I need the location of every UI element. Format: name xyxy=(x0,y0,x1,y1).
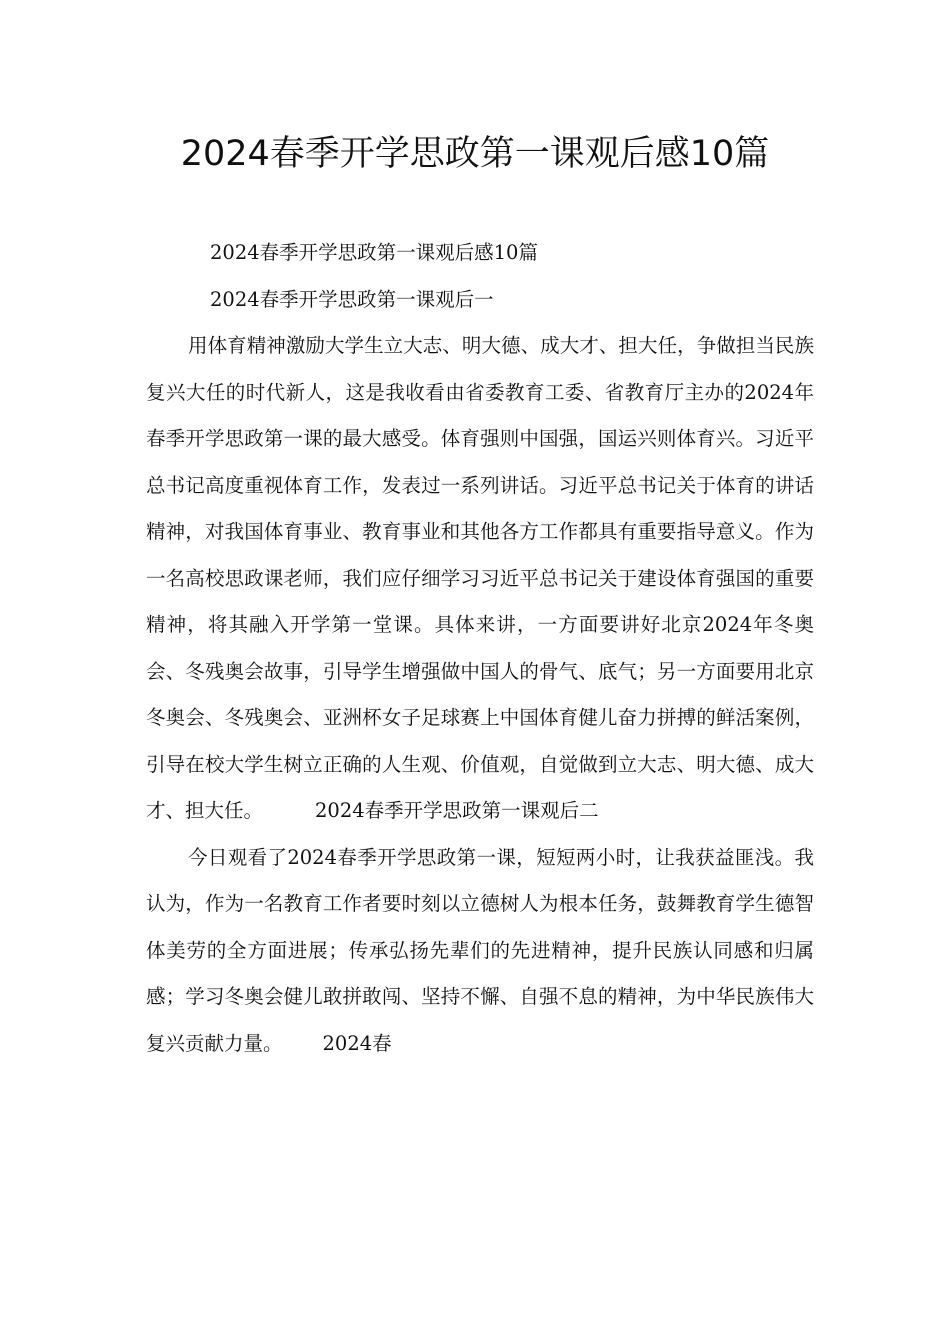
paragraph-1 xyxy=(146,323,814,835)
paragraph-1-text: 用体育精神激励大学生立大志、明大德、成大才、担大任，争做担当民族复兴大任的时代新人，这是我收看由省委教育工委、省教育厅主办的2024年春季开学思政第一课的最大感受。体育强则中国强，国运兴则体育兴。习近平总书记高度重视体育工作，发表过一系列讲话。习近平总书记关于体育的讲话精神，对我国体育事业、教育事业和其他各方工作都具有重要指导意义。作为一名高校思政课老师，我们应仔细学习习近平总书记关于建设体育强国的重要精神，将其融入开学第一堂课。具体来讲，一方面要讲好北京2024年冬奥会、冬残奥会故事，引导学生增强做中国人的骨气、底气；另一方面要用北京冬奥会、冬残奥会、亚洲杯女子足球赛上中国体育健儿奋力拼搏的鲜活案例，引导在校大学生树立正确的人生观、价值观，自觉做到立大志、明大德、成大才、担大任。 xyxy=(146,334,814,822)
paragraph-2 xyxy=(146,835,814,1068)
paragraph-2-text: 今日观看了2024春季开学思政第一课，短短两小时，让我获益匪浅。我认为，作为一名教育工作者要时刻以立德树人为根本任务，鼓舞教育学生德智体美劳的全方面进展；传承弘扬先辈们的先进精神，提升民族认同感和归属感；学习冬奥会健儿敢拼敢闯、坚持不懈、自强不息的精神，为中华民族伟大复兴贡献力量。 xyxy=(146,845,814,1055)
document-title: 2024春季开学思政第一课观后感10篇 xyxy=(180,134,770,174)
section-heading-3: 2024春 xyxy=(322,1031,392,1055)
document-subtitle: 2024春季开学思政第一课观后感10篇 xyxy=(210,241,538,264)
section-heading-1: 2024春季开学思政第一课观后一 xyxy=(210,287,494,311)
document-body xyxy=(146,230,814,1067)
section-heading-2: 2024春季开学思政第一课观后二 xyxy=(315,799,599,822)
